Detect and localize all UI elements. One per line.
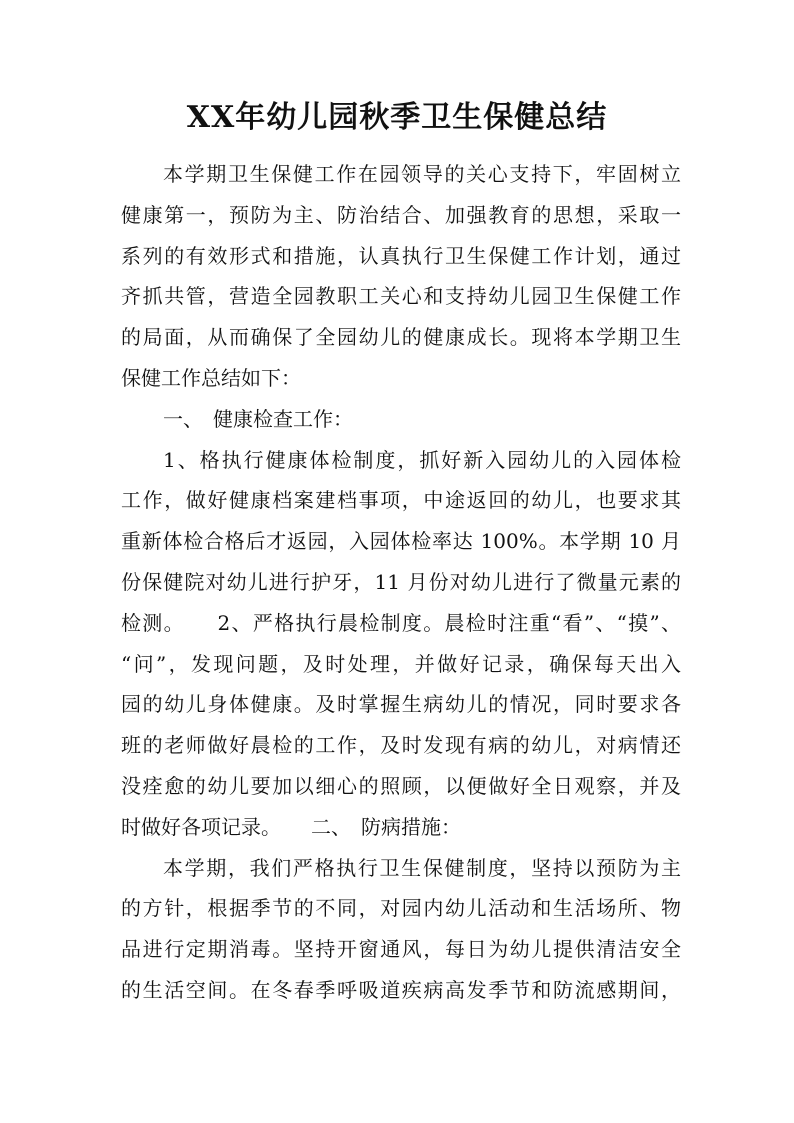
section-heading: 一、 健康检查工作： <box>163 406 353 431</box>
paragraph-line: 园的幼儿身体健康。及时掌握生病幼儿的情况，同时要求各 <box>121 692 681 717</box>
paragraph-line: 时做好各项记录。 二、 防病措施： <box>121 814 461 839</box>
paragraph-line: 份保健院对幼儿进行护牙，11 月份对幼儿进行了微量元素的 <box>121 569 681 594</box>
paragraph-line: 没痊愈的幼儿要加以细心的照顾，以便做好全日观察，并及 <box>121 773 681 798</box>
paragraph-line: 1、格执行健康体检制度，抓好新入园幼儿的入园体检 <box>163 447 681 472</box>
paragraph-line: “问”，发现问题，及时处理，并做好记录，确保每天出入 <box>121 651 681 676</box>
document-title: XX年幼儿园秋季卫生保健总结 <box>186 100 608 135</box>
paragraph-line: 齐抓共管，营造全园教职工关心和支持幼儿园卫生保健工作 <box>121 284 681 309</box>
paragraph-line: 系列的有效形式和措施，认真执行卫生保健工作计划，通过 <box>121 243 681 268</box>
paragraph-line: 健康第一，预防为主、防治结合、加强教育的思想，采取一 <box>121 202 681 227</box>
paragraph-line: 重新体检合格后才返园，入园体检率达 100%。本学期 10 月 <box>121 529 681 554</box>
paragraph-line: 本学期卫生保健工作在园领导的关心支持下，牢固树立 <box>163 162 681 186</box>
document-body <box>121 154 681 1011</box>
paragraph-line: 品进行定期消毒。坚持开窗通风，每日为幼儿提供清洁安全 <box>121 937 681 962</box>
paragraph-line: 本学期，我们严格执行卫生保健制度，坚持以预防为主 <box>163 855 681 880</box>
paragraph-line: 检测。 2、严格执行晨检制度。晨检时注重“看”、“摸”、 <box>121 610 681 635</box>
paragraph-line: 工作，做好健康档案建档事项，中途返回的幼儿，也要求其 <box>121 488 681 513</box>
paragraph-line: 的生活空间。在冬春季呼吸道疾病高发季节和防流感期间， <box>121 977 681 1002</box>
paragraph-line: 班的老师做好晨检的工作，及时发现有病的幼儿，对病情还 <box>121 733 681 758</box>
paragraph-line: 的局面，从而确保了全园幼儿的健康成长。现将本学期卫生 <box>121 325 681 350</box>
paragraph-line: 的方针，根据季节的不同，对园内幼儿活动和生活场所、物 <box>121 896 681 921</box>
paragraph-line: 保健工作总结如下： <box>121 365 301 390</box>
